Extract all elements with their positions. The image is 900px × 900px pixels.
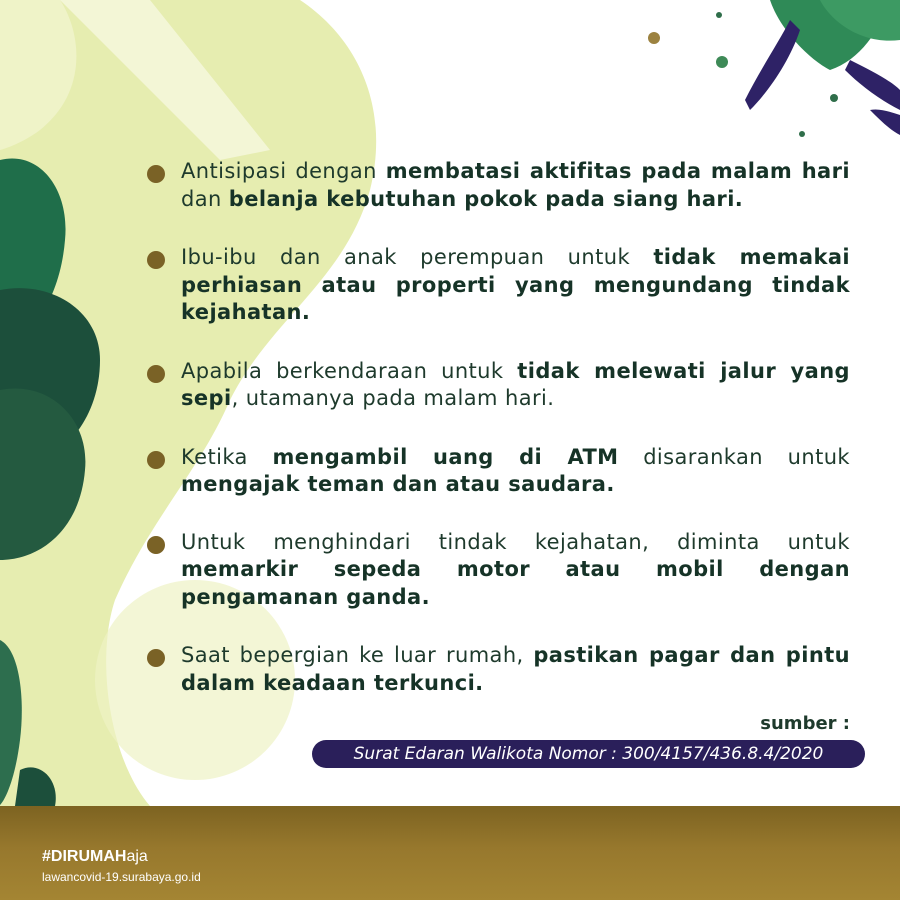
leaf-topright-purple-2 — [845, 60, 900, 110]
bullet-icon — [147, 251, 165, 269]
bullet-icon — [147, 649, 165, 667]
bullet-icon — [147, 365, 165, 383]
list-item — [145, 158, 850, 213]
emphasis-text: tidak memakai perhiasan atau properti yang mengundang tindak kejahatan. — [181, 245, 850, 324]
list-item-text — [181, 643, 850, 695]
emphasis-text: mengambil uang di ATM — [272, 444, 619, 469]
hashtag-bold: #DIRUMAH — [42, 848, 127, 865]
emphasis-text: pastikan pagar dan pintu dalam keadaan terkunci. — [181, 643, 850, 695]
dot-green-1 — [716, 56, 728, 68]
bullet-icon — [147, 536, 165, 554]
list-item-text — [181, 359, 850, 411]
list-item — [145, 358, 850, 413]
leaf-topright-purple-1 — [745, 20, 800, 110]
body-text: disarankan untuk — [618, 444, 850, 469]
body-text: Antisipasi dengan — [181, 159, 386, 183]
list-item — [145, 244, 850, 327]
body-text: dan — [181, 186, 229, 211]
list-item-text — [181, 445, 850, 497]
hashtag — [42, 848, 148, 866]
emphasis-text: belanja kebutuhan pokok pada siang hari. — [228, 186, 744, 211]
source-label: sumber : — [760, 713, 850, 734]
body-text: Apabila berkendaraan untuk — [181, 358, 518, 383]
bullet-icon — [147, 165, 165, 183]
tips-list — [145, 158, 850, 728]
list-item — [145, 444, 850, 499]
emphasis-text: tidak melewati jalur yang sepi — [181, 358, 850, 410]
emphasis-text: mengajak teman dan atau saudara. — [181, 472, 615, 496]
source-citation: Surat Edaran Walikota Nomor : 300/4157/436.8.4/2020 — [312, 740, 865, 768]
list-item-text — [181, 530, 850, 609]
body-text: Ibu-ibu dan anak perempuan untuk — [181, 245, 654, 269]
list-item-text — [181, 159, 850, 211]
emphasis-text: membatasi aktifitas pada malam hari — [385, 159, 850, 183]
body-text: , utamanya pada malam hari. — [231, 386, 555, 410]
list-item — [145, 642, 850, 697]
body-text: Untuk menghindari tindak kejahatan, diminta untuk — [181, 529, 850, 554]
body-text: Saat bepergian ke luar rumah, — [181, 643, 534, 667]
bullet-icon — [147, 451, 165, 469]
dot-gold — [648, 32, 660, 44]
hashtag-light: aja — [126, 848, 148, 865]
leaf-topright-purple-3 — [870, 109, 900, 135]
emphasis-text: memarkir sepeda motor atau mobil dengan pengamanan ganda. — [181, 557, 850, 609]
dot-green-2 — [716, 12, 722, 18]
dot-green-3 — [830, 94, 838, 102]
body-text: Ketika — [181, 444, 273, 469]
website-link[interactable]: lawancovid-19.surabaya.go.id — [42, 870, 201, 884]
list-item — [145, 529, 850, 612]
dot-green-4 — [799, 131, 805, 137]
list-item-text — [181, 245, 850, 324]
